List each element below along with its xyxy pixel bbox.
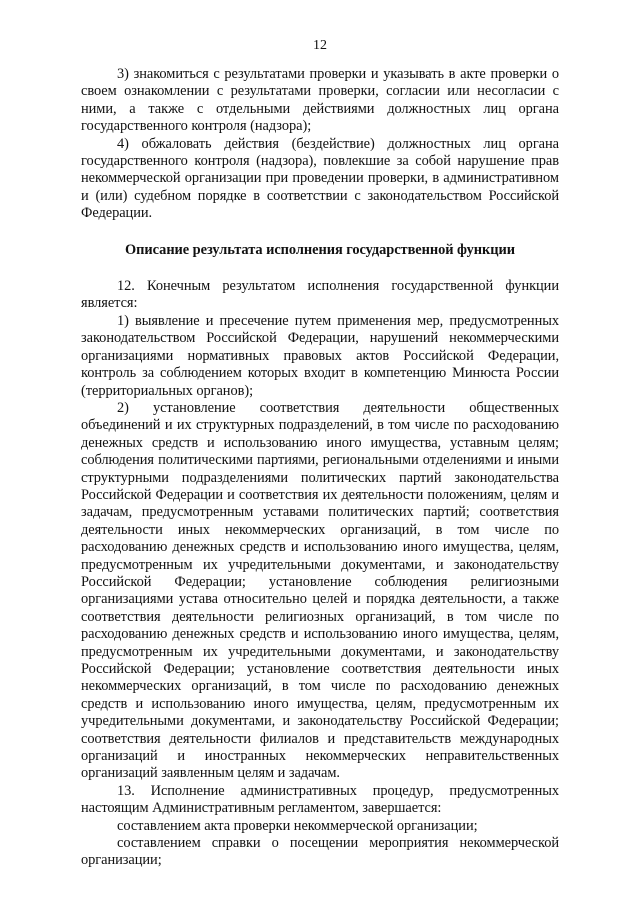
page-number: 12: [313, 38, 327, 53]
paragraph-result-item-1: 1) выявление и пресечение путем применения мер, предусмотренных законодательством Российской Федерации, нарушений некоммерческими организациями нормативных правовых актов Российской Федерации, контроль за соблюдением которых входит в компетенцию Минюста России (территориальных органов);: [81, 312, 559, 399]
page-body: [81, 66, 559, 870]
paragraph-rights-item-4: 4) обжаловать действия (бездействие) должностных лиц органа государственного контроля (надзора), повлекшие за собой нарушение прав некоммерческой организации при проведении проверки, в административном и (или) судебном порядке в соответствии с законодательством Российской Федерации.: [81, 135, 559, 222]
paragraph-rights-item-3: 3) знакомиться с результатами проверки и указывать в акте проверки о своем ознакомлении с результатами проверки, согласии или несогласии с ними, а также с отдельными действиями должностных лиц органа государственного контроля (надзора);: [81, 66, 559, 135]
paragraph-clause-12: 12. Конечным результатом исполнения государственной функции является:: [81, 278, 559, 312]
paragraph-result-item-2: 2) установление соответствия деятельности общественных объединений и их структурных подразделений, в том числе по расходованию денежных средств и использованию иного имущества, уставным целям; соблюдения политическими партиями, региональными отделениями и иными структурными подразделениями политических партий законодательства Российской Федерации и соответствия их деятельности положениям, целям и задачам, предусмотренным уставами политических партий; соответствия деятельности иных некоммерческих организаций, в том числе по расходованию денежных средств и использованию иного имущества, целям, предусмотренным их учредительными документами, и законодательству Российской Федерации; установление соблюдения религиозными организациями устава относительно целей и порядка деятельности, а также соответствия деятельности религиозных организаций, в том числе по расходованию денежных средств и использованию иного имущества, целям, предусмотренным их учредительными документами, и законодательству Российской Федерации; установление соответствия деятельности иных некоммерческих организаций, в том числе по расходованию денежных средств и использованию иного имущества, целям, предусмотренным их учредительными документами, и законодательству Российской Федерации; соответствия деятельности филиалов и представительств международных организаций и иностранных некоммерческих неправительственных организаций заявленным целям и задачам.: [81, 399, 559, 782]
paragraph-completion-act: составлением акта проверки некоммерческой организации;: [117, 817, 478, 834]
paragraph-completion-certificate: составлением справки о посещении мероприятия некоммерческой организации;: [81, 835, 559, 869]
paragraph-clause-13: 13. Исполнение административных процедур, предусмотренных настоящим Административным регламентом, завершается:: [81, 782, 559, 817]
section-heading: Описание результата исполнения государственной функции: [125, 241, 515, 258]
